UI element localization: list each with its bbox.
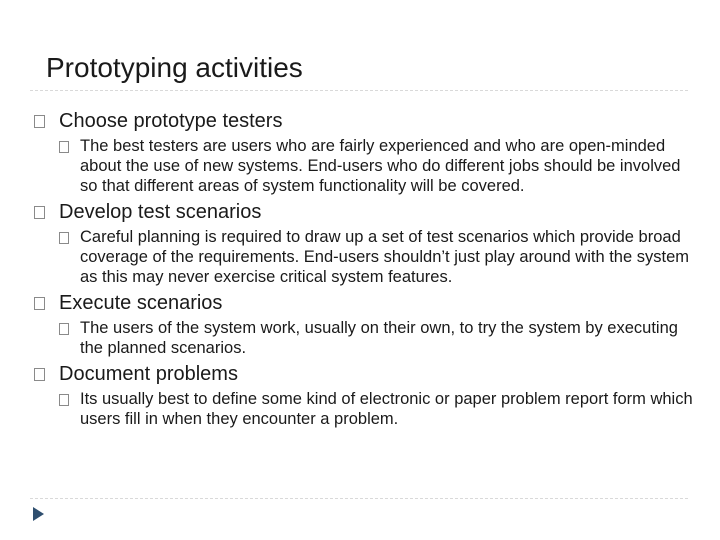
slide-title: Prototyping activities (46, 52, 303, 83)
bullet-detail (34, 389, 694, 429)
bullet-detail-text: Careful planning is required to draw up a set of test scenarios which provide broad coverage of the requirements. End-users shouldn’t just play around with the system as this may never exercise critical system features. (80, 228, 689, 286)
bullet-heading-text: Execute scenarios (59, 292, 223, 314)
bullet-detail-text: Its usually best to define some kind of electronic or paper problem report form which users fill in when they encounter a problem. (80, 390, 693, 428)
bullet-detail-text: The best testers are users who are fairly experienced and who are open-minded about the use of new systems. End-users who do different jobs should be involved so that different areas of system functionality will be covered. (80, 137, 681, 195)
bullet-box-icon (59, 141, 69, 153)
triangle-marker-icon (33, 507, 44, 521)
bullet-heading (34, 109, 694, 133)
bullet-box-icon (59, 232, 69, 244)
bullet-detail (34, 318, 694, 358)
bullet-box-icon (34, 206, 45, 219)
bullet-box-icon (34, 368, 45, 381)
bullet-detail (34, 227, 694, 287)
list-item (34, 291, 694, 358)
footer-divider (30, 498, 688, 499)
bullet-heading (34, 200, 694, 224)
bullet-heading-text: Document problems (59, 363, 238, 385)
bullet-heading-text: Develop test scenarios (59, 201, 262, 223)
bullet-box-icon (59, 323, 69, 335)
bullet-box-icon (34, 115, 45, 128)
list-item (34, 362, 694, 429)
bullet-box-icon (59, 394, 69, 406)
list-item (34, 109, 694, 196)
bullet-heading-text: Choose prototype testers (59, 110, 283, 132)
bullet-box-icon (34, 297, 45, 310)
bullet-list (34, 109, 694, 433)
bullet-detail (34, 136, 694, 196)
list-item (34, 200, 694, 287)
bullet-heading (34, 362, 694, 386)
title-divider (30, 90, 688, 91)
bullet-detail-text: The users of the system work, usually on their own, to try the system by executing the planned scenarios. (80, 319, 678, 357)
bullet-heading (34, 291, 694, 315)
